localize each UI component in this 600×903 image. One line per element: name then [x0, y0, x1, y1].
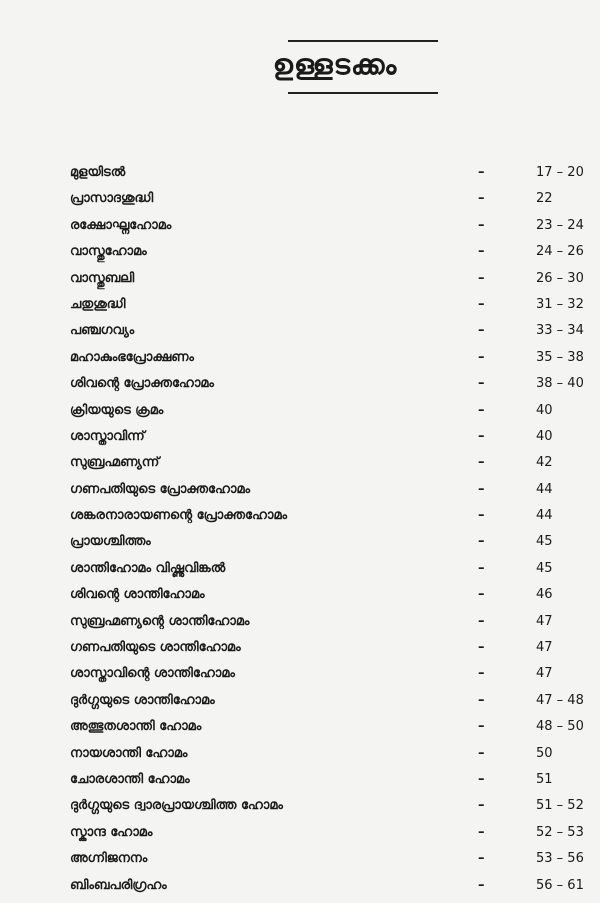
toc-entry-pages: 47 — [536, 640, 553, 656]
toc-entry-title: രക്ഷോഘ്നഹോമം — [70, 217, 172, 233]
toc-entry-title: നായശാന്തി ഹോമം — [70, 745, 188, 761]
toc-entry — [70, 186, 570, 212]
toc-entry — [70, 846, 584, 872]
toc-entry-dash: – — [478, 534, 485, 550]
toc-entry-title: പ്രായശ്ചിത്തം — [70, 534, 151, 550]
toc-entry-title: സ്കാന്ദ ഹോമം — [70, 824, 153, 840]
toc-entry-dash: – — [478, 481, 485, 497]
toc-entry-title: ദുർഗ്ഗയുടെ ശാന്തിഹോമം — [70, 692, 215, 708]
toc-entry-dash: – — [478, 165, 485, 180]
toc-entry-dash: – — [478, 613, 485, 629]
toc-entry-dash: – — [478, 824, 485, 840]
toc-entry-pages: 48 – 50 — [536, 719, 584, 735]
toc-entry-pages: 47 — [536, 613, 553, 629]
toc-entry-dash: – — [478, 666, 485, 682]
toc-entry-title: ക്രിയയുടെ ക്രമം — [70, 402, 164, 418]
toc-entry-title: ശാന്തിഹോമം വിഷ്ണുവിങ്കൽ — [70, 560, 226, 576]
toc-entry-pages: 35 – 38 — [536, 349, 584, 365]
toc-entry — [70, 503, 570, 529]
toc-entry-pages: 44 — [536, 481, 553, 497]
toc-entry-dash: – — [478, 587, 485, 603]
toc-entry-title: വാസ്തുഹോമം — [70, 244, 147, 260]
toc-entry-pages: 22 — [536, 191, 553, 207]
toc-entry-dash: – — [478, 296, 485, 312]
toc-entry — [70, 661, 570, 687]
title-top-rule — [288, 40, 438, 42]
toc-entry-pages: 38 – 40 — [536, 376, 584, 392]
toc-entry — [70, 741, 570, 767]
toc-entry-title: അഗ്നിജനനം — [70, 851, 148, 867]
toc-entry — [70, 873, 584, 899]
toc-entry — [70, 529, 570, 555]
toc-entry — [70, 318, 584, 344]
toc-entry-pages: 40 — [536, 402, 553, 418]
toc-entry — [70, 820, 584, 846]
toc-entry — [70, 767, 570, 793]
toc-entry-dash: – — [478, 191, 485, 207]
toc-entry — [70, 424, 570, 450]
toc-entry-dash: – — [478, 402, 485, 418]
toc-entry-pages: 51 – 52 — [536, 798, 584, 814]
toc-entry-pages: 45 — [536, 560, 553, 576]
toc-entry — [70, 239, 584, 265]
title-bottom-rule — [288, 92, 438, 94]
toc-entry-pages: 42 — [536, 455, 553, 471]
toc-entry-pages: 56 – 61 — [536, 877, 584, 893]
toc-entry-pages: 52 – 53 — [536, 824, 584, 840]
toc-entry-dash: – — [478, 244, 485, 260]
toc-entry-pages: 47 — [536, 666, 553, 682]
toc-entry — [70, 609, 570, 635]
toc-entry-pages: 47 – 48 — [536, 692, 584, 708]
toc-entry-pages: 45 — [536, 534, 553, 550]
toc-entry — [70, 345, 584, 371]
toc-entry — [70, 213, 584, 239]
toc-entry-title: ചതുശുദ്ധി — [70, 296, 126, 312]
toc-entry-title: ശാസ്താവിന്റെ ശാന്തിഹോമം — [70, 666, 235, 682]
toc-entry — [70, 635, 570, 661]
toc-entry-dash: – — [478, 719, 485, 735]
toc-entry — [70, 477, 570, 503]
toc-entry-title: പ്രാസാദശുദ്ധി — [70, 191, 154, 207]
toc-entry-title: ശങ്കരനാരായണന്റെ പ്രോക്തഹോമം — [70, 508, 288, 524]
toc-entry-dash: – — [478, 560, 485, 576]
toc-entry — [70, 266, 584, 292]
toc-entry-pages: 51 — [536, 771, 553, 787]
toc-entry-title: ശിവന്റെ പ്രോക്തഹോമം — [70, 376, 215, 392]
toc-entry — [70, 398, 570, 424]
toc-entry-dash: – — [478, 376, 485, 392]
toc-entry-title: ബിംബപരിഗ്രഹം — [70, 877, 167, 893]
toc-entry-title: ചോരശാന്തി ഹോമം — [70, 771, 190, 787]
table-of-contents — [70, 160, 584, 899]
toc-entry-title: വാസ്തുബലി — [70, 270, 135, 286]
toc-entry — [70, 688, 584, 714]
toc-entry-dash: – — [478, 428, 485, 444]
toc-entry-title: ശിവന്റെ ശാന്തിഹോമം — [70, 587, 205, 603]
toc-entry — [70, 371, 584, 397]
toc-entry-dash: – — [478, 349, 485, 365]
toc-entry-title: ശാസ്താവിന്ന് — [70, 428, 145, 444]
toc-entry-title: സുബ്രഹ്മണ്യന്ന് — [70, 455, 160, 471]
toc-entry-dash: – — [478, 323, 485, 339]
toc-entry-pages: 31 – 32 — [536, 296, 584, 312]
toc-entry-dash: – — [478, 877, 485, 893]
toc-entry-dash: – — [478, 508, 485, 524]
page-title: ഉള്ളടക്കം — [272, 48, 398, 81]
toc-entry-dash: – — [478, 771, 485, 787]
toc-entry-title: ദുർഗ്ഗയുടെ ദ്വാരപ്രായശ്ചിത്ത ഹോമം — [70, 798, 283, 814]
toc-entry — [70, 292, 584, 318]
toc-entry-dash: – — [478, 640, 485, 656]
toc-entry-pages: 17 – 20 — [536, 165, 584, 180]
toc-entry-pages: 53 – 56 — [536, 851, 584, 867]
toc-entry-dash: – — [478, 745, 485, 761]
toc-entry-pages: 50 — [536, 745, 553, 761]
toc-entry-dash: – — [478, 217, 485, 233]
toc-entry-title: ഗണപതിയുടെ പ്രോക്തഹോമം — [70, 481, 251, 497]
toc-entry-pages: 33 – 34 — [536, 323, 584, 339]
toc-entry — [70, 582, 570, 608]
toc-entry-pages: 46 — [536, 587, 553, 603]
toc-entry-dash: – — [478, 455, 485, 471]
toc-entry-pages: 40 — [536, 428, 553, 444]
toc-entry-title: മഹാകുംഭപ്രോക്ഷണം — [70, 349, 194, 365]
toc-entry-pages: 44 — [536, 508, 553, 524]
toc-entry — [70, 714, 584, 740]
toc-entry — [70, 556, 570, 582]
toc-entry — [70, 450, 570, 476]
toc-entry-title: മുളയിടൽ — [70, 165, 126, 180]
toc-entry — [70, 793, 584, 819]
toc-entry — [70, 160, 584, 186]
toc-entry-title: അത്ഭുതശാന്തി ഹോമം — [70, 719, 202, 735]
toc-entry-pages: 24 – 26 — [536, 244, 584, 260]
toc-entry-title: പഞ്ചഗവ്യം — [70, 323, 135, 339]
toc-entry-dash: – — [478, 851, 485, 867]
toc-entry-pages: 23 – 24 — [536, 217, 584, 233]
toc-entry-dash: – — [478, 270, 485, 286]
toc-entry-dash: – — [478, 692, 485, 708]
toc-entry-pages: 26 – 30 — [536, 270, 584, 286]
toc-entry-title: ഗണപതിയുടെ ശാന്തിഹോമം — [70, 640, 241, 656]
toc-entry-dash: – — [478, 798, 485, 814]
toc-entry-title: സുബ്രഹ്മണ്യന്റെ ശാന്തിഹോമം — [70, 613, 250, 629]
